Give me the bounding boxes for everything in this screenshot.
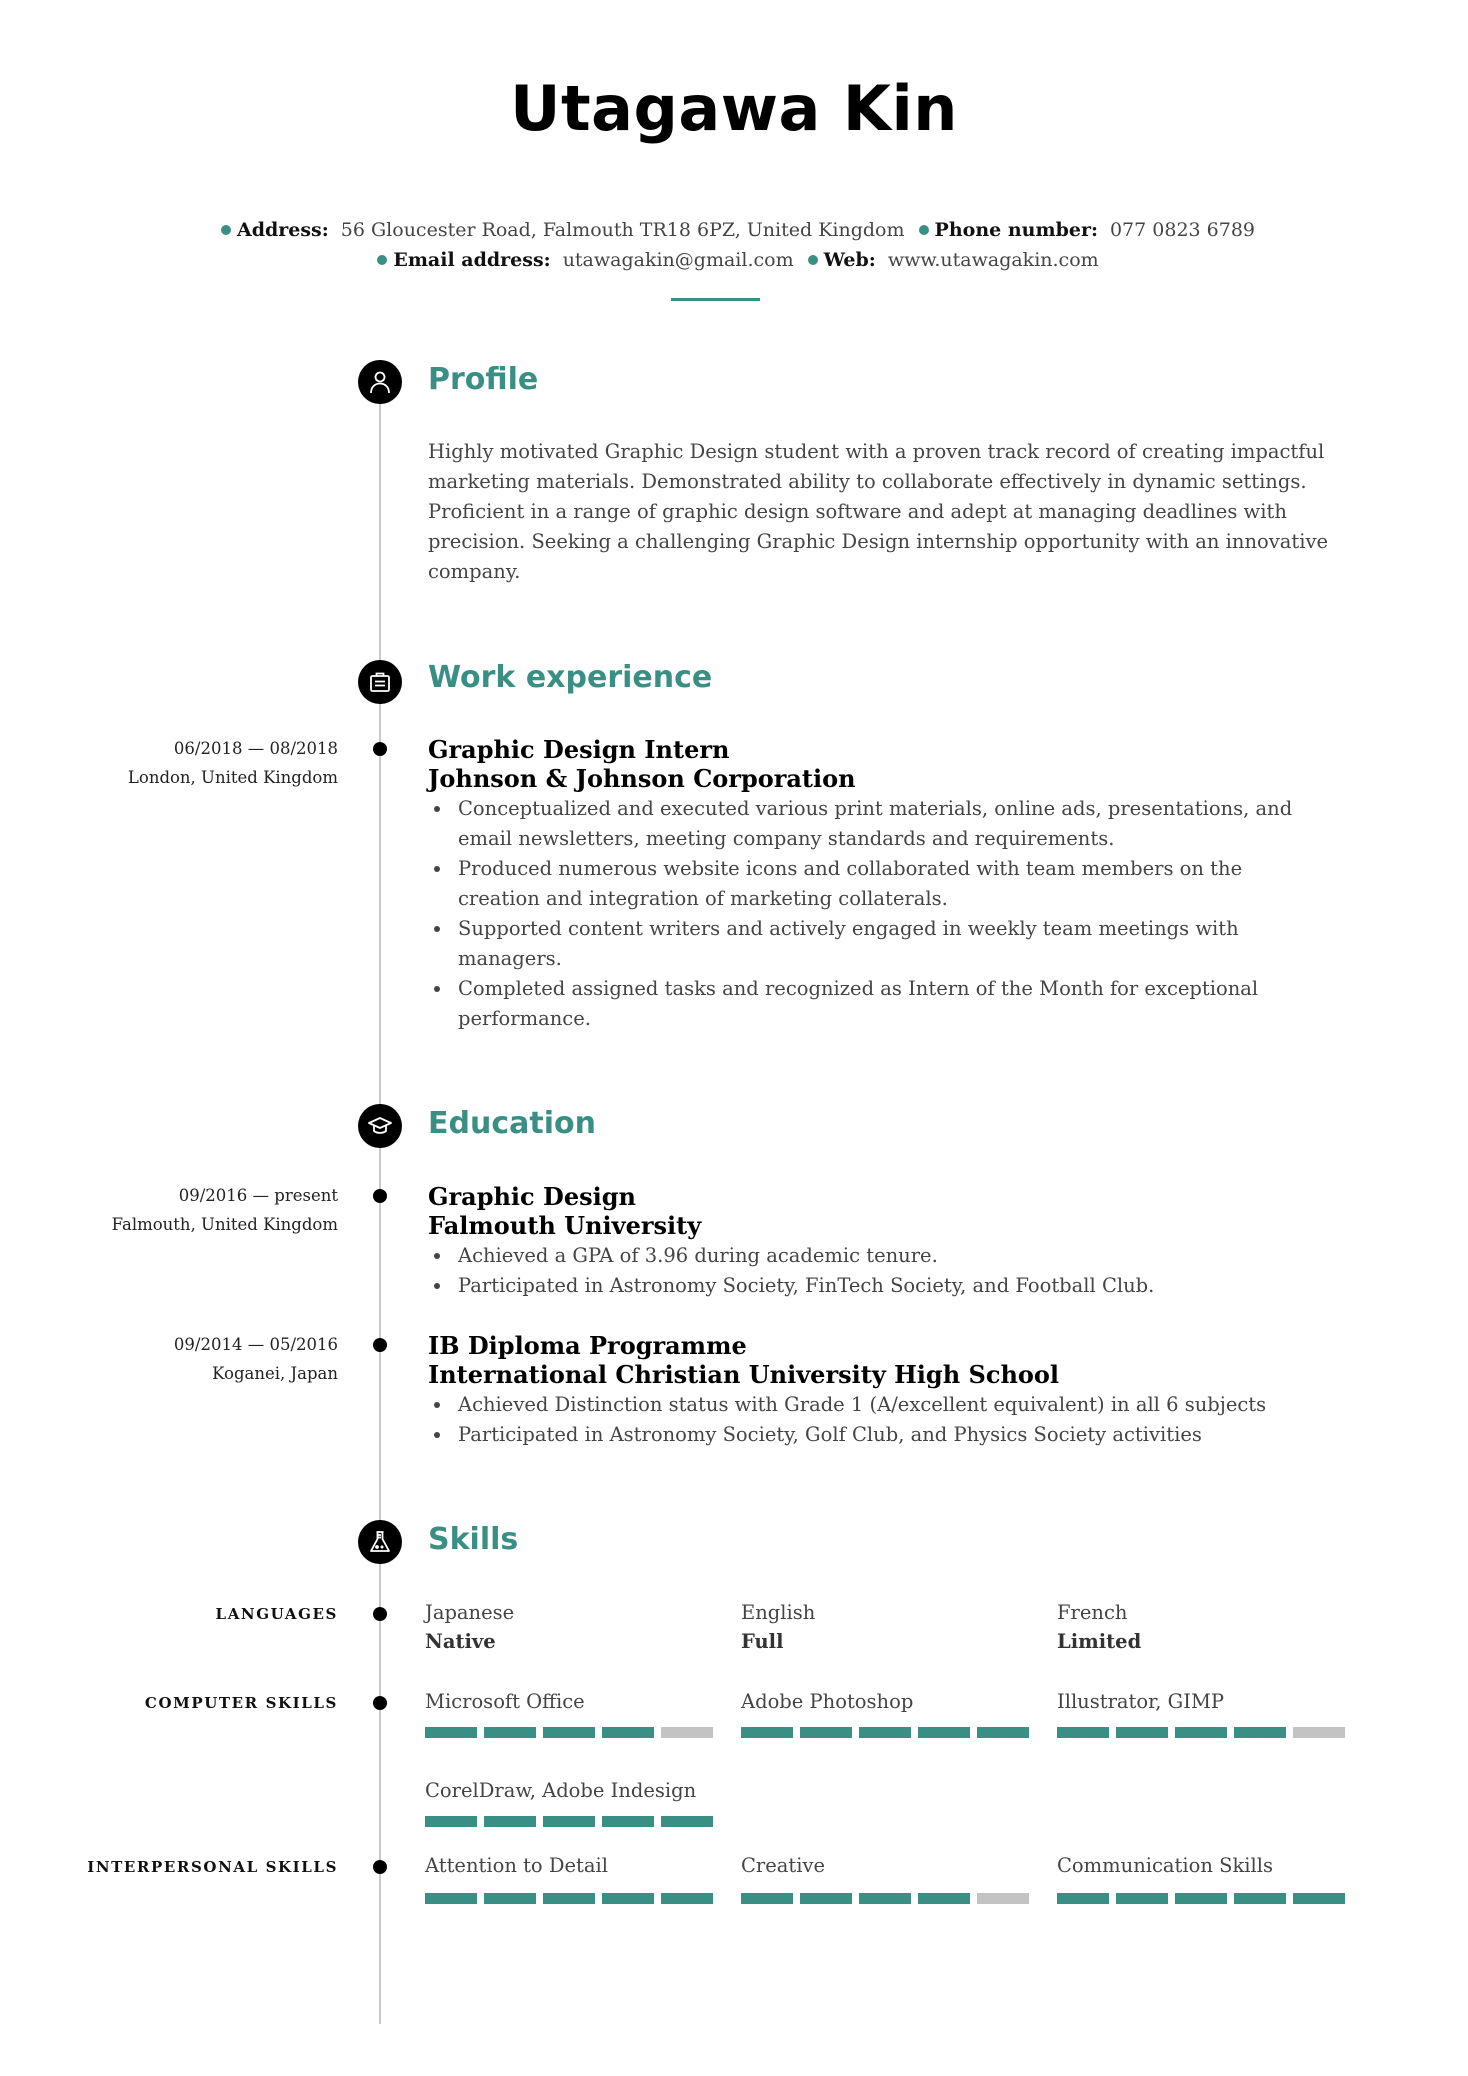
rating-segment-filled [1057, 1893, 1109, 1904]
edu-entry-meta [40, 1330, 338, 1388]
rating-segment-filled [741, 1893, 793, 1904]
rating-segment-filled [977, 1727, 1029, 1738]
skill-name: Communication Skills [1057, 1854, 1274, 1877]
work-location: London, United Kingdom [127, 768, 338, 787]
timeline-dot [373, 1338, 387, 1352]
email-link[interactable]: utawagakin@gmail.com [562, 249, 794, 271]
rating-segment-filled [1234, 1727, 1286, 1738]
work-bullets [428, 794, 1328, 1034]
briefcase-icon [358, 660, 402, 704]
edu-bullets [428, 1241, 1368, 1301]
rating-segment-filled [800, 1727, 852, 1738]
bullet-dot-icon [919, 225, 929, 235]
timeline-dot [373, 1860, 387, 1874]
web-label: Web: [823, 249, 876, 271]
edu-degree: Graphic Design [428, 1182, 636, 1211]
contact-line-1 [0, 218, 1468, 242]
rating-segment-empty [977, 1893, 1029, 1904]
rating-segment-filled [1116, 1727, 1168, 1738]
phone-label: Phone number: [934, 219, 1098, 241]
rating-segment-filled [1175, 1727, 1227, 1738]
section-title-profile: Profile [428, 362, 539, 397]
email-label: Email address: [393, 249, 551, 271]
flask-icon [358, 1520, 402, 1564]
rating-segment-filled [484, 1816, 536, 1827]
rating-segment-filled [602, 1727, 654, 1738]
rating-segment-filled [859, 1727, 911, 1738]
rating-segment-filled [1175, 1893, 1227, 1904]
rating-segment-filled [1293, 1893, 1345, 1904]
rating-segment-filled [602, 1893, 654, 1904]
skill-name: Attention to Detail [425, 1854, 608, 1877]
rating-segment-filled [484, 1893, 536, 1904]
language-name: French [1057, 1601, 1128, 1624]
list-item: Conceptualized and executed various print materials, online ads, presentations, and email newsletters, meeting company standards and requirements. [428, 794, 1328, 854]
skill-name: Creative [741, 1854, 826, 1877]
skill-name: CorelDraw, Adobe Indesign [425, 1779, 697, 1802]
section-title-education: Education [428, 1106, 596, 1141]
edu-location: Koganei, Japan [212, 1364, 338, 1383]
skill-name: Adobe Photoshop [741, 1690, 914, 1713]
rating-segment-filled [859, 1893, 911, 1904]
list-item: Participated in Astronomy Society, FinTech Society, and Football Club. [428, 1271, 1368, 1301]
skill-rating-bar [1057, 1893, 1345, 1904]
edu-location: Falmouth, United Kingdom [111, 1215, 338, 1234]
skill-category-computer: COMPUTER SKILLS [144, 1694, 338, 1712]
list-item: Achieved a GPA of 3.96 during academic tenure. [428, 1241, 1368, 1271]
timeline-dot [373, 1189, 387, 1203]
language-name: Japanese [425, 1601, 515, 1624]
skill-rating-bar [425, 1893, 713, 1904]
person-icon [358, 360, 402, 404]
edu-dates: 09/2014 — 05/2016 [173, 1335, 338, 1354]
work-dates: 06/2018 — 08/2018 [173, 739, 338, 758]
edu-entry-meta [40, 1181, 338, 1239]
section-title-skills: Skills [428, 1522, 519, 1557]
edu-school: International Christian University High School [428, 1360, 1060, 1389]
rating-segment-filled [543, 1893, 595, 1904]
skill-category-languages: LANGUAGES [215, 1605, 338, 1623]
work-role: Graphic Design Intern [428, 735, 730, 764]
rating-segment-filled [800, 1893, 852, 1904]
list-item: Achieved Distinction status with Grade 1 (A/excellent equivalent) in all 6 subjects [428, 1390, 1368, 1420]
rating-segment-filled [425, 1727, 477, 1738]
timeline-dot [373, 742, 387, 756]
rating-segment-filled [1234, 1893, 1286, 1904]
phone-value: 077 0823 6789 [1109, 219, 1256, 241]
list-item: Supported content writers and actively engaged in weekly team meetings with managers. [428, 914, 1328, 974]
language-name: English [741, 1601, 816, 1624]
rating-segment-filled [425, 1816, 477, 1827]
address-label: Address: [236, 219, 329, 241]
contact-line-2 [0, 248, 1468, 272]
language-level: Full [741, 1630, 784, 1653]
work-entry-meta [40, 734, 338, 792]
skill-rating-bar [425, 1727, 713, 1738]
skill-name: Microsoft Office [425, 1690, 585, 1713]
list-item: Produced numerous website icons and collaborated with team members on the creation and integration of marketing collaterals. [428, 854, 1328, 914]
rating-segment-filled [425, 1893, 477, 1904]
edu-degree: IB Diploma Programme [428, 1331, 747, 1360]
rating-segment-filled [918, 1727, 970, 1738]
web-link[interactable]: www.utawagakin.com [887, 249, 1099, 271]
rating-segment-filled [661, 1893, 713, 1904]
edu-bullets [428, 1390, 1368, 1450]
bullet-dot-icon [377, 255, 387, 265]
bullet-dot-icon [221, 225, 231, 235]
edu-dates: 09/2016 — present [178, 1186, 338, 1205]
rating-segment-filled [602, 1816, 654, 1827]
skill-name: Illustrator, GIMP [1057, 1690, 1225, 1713]
list-item: Participated in Astronomy Society, Golf Club, and Physics Society activities [428, 1420, 1368, 1450]
skill-rating-bar [741, 1727, 1029, 1738]
rating-segment-filled [661, 1816, 713, 1827]
timeline-dot [373, 1696, 387, 1710]
candidate-name: Utagawa Kin [510, 72, 958, 145]
rating-segment-filled [741, 1727, 793, 1738]
list-item: Completed assigned tasks and recognized as Intern of the Month for exceptional performance. [428, 974, 1328, 1034]
language-level: Limited [1057, 1630, 1142, 1653]
timeline-dot [373, 1607, 387, 1621]
header-divider [671, 298, 760, 301]
address-value: 56 Gloucester Road, Falmouth TR18 6PZ, United Kingdom [340, 219, 905, 241]
bullet-dot-icon [808, 255, 818, 265]
work-org: Johnson & Johnson Corporation [428, 764, 856, 793]
rating-segment-filled [1057, 1727, 1109, 1738]
skill-rating-bar [1057, 1727, 1345, 1738]
skill-category-interpersonal: INTERPERSONAL SKILLS [87, 1858, 338, 1876]
rating-segment-filled [484, 1727, 536, 1738]
skill-rating-bar [741, 1893, 1029, 1904]
rating-segment-empty [1293, 1727, 1345, 1738]
edu-school: Falmouth University [428, 1211, 702, 1240]
section-title-work: Work experience [428, 660, 713, 695]
graduation-cap-icon [358, 1104, 402, 1148]
language-level: Native [425, 1630, 496, 1653]
rating-segment-filled [543, 1727, 595, 1738]
profile-text: Highly motivated Graphic Design student with a proven track record of creating impactful marketing materials. Demonstrated ability to collaborate effectively in dynamic settings. Proficient in a range of graphic design software and adept at managing deadlines with precision. Seeking a challenging Graphic Design internship opportunity with an innovative company. [428, 440, 1329, 583]
timeline-line [379, 382, 381, 2024]
rating-segment-filled [1116, 1893, 1168, 1904]
rating-segment-empty [661, 1727, 713, 1738]
rating-segment-filled [918, 1893, 970, 1904]
skill-rating-bar [425, 1816, 713, 1827]
rating-segment-filled [543, 1816, 595, 1827]
